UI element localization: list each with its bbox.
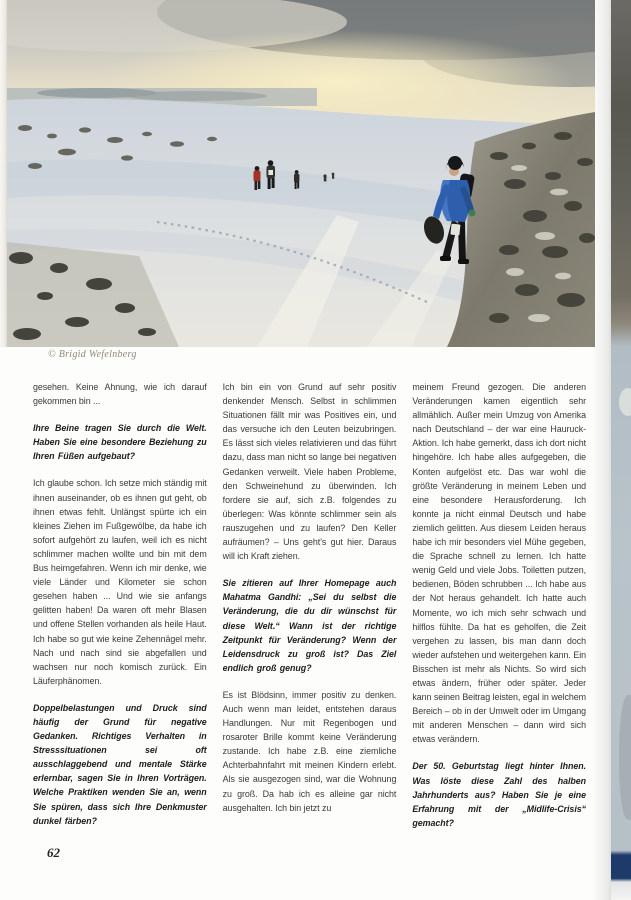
next-page-photo-hint	[619, 695, 631, 820]
next-page-logo-hint	[619, 388, 631, 416]
next-page-edge	[611, 0, 631, 900]
interview-answer: Es ist Blödsinn, immer positiv zu denken. Auch wenn man leidet, entstehen daraus Handlungen. Nur mit Regenbogen und rosaroter Brille kommt keine Veränderung zustande. Ich habe z.B. eine ziemliche Achterbahnfahrt mit meinen Kindern erlebt. Als sie ausgezogen sind, war die Wohnung zu groß. Da hab ich es alleine gar nicht ausgehalten. Ich bin jetzt zu	[222, 689, 397, 813]
article-column-1	[33, 380, 207, 876]
interview-question: Der 50. Geburtstag liegt hinter Ihnen. Was löste diese Zahl des halben Jahrhunderts aus? Haben Sie je eine Erfahrung mit der „Midlife-Crisis“ gemacht?	[412, 761, 586, 828]
article-column-3	[412, 380, 586, 876]
interview-answer: meinem Freund gezogen. Die anderen Veränderungen kamen eigentlich sehr allmählich. Außer mein Umzug von Amerika nach Deutschland – der war eine Hauruck-Aktion. Ich habe gemerkt, dass ich dort nicht hingehöre. Ich habe alles aufgegeben, die Konten aufgelöst etc. Das war wohl die größte Veränderung in meinem Leben und eine besondere Herausforderung. Ich konnte ja nicht einmal Deutsch und habe ziemlich gelitten. Aus diesem Leiden heraus habe ich mir besonders viel Mühe gegeben, die Sprache schnell zu lernen. Ich hatte wenig Geld und viele Jobs. Toiletten putzen, bedienen, Böden schrubben ... Ich habe aus der Not heraus gehandelt. Ich hatte auch Momente, wo ich mich sehr schwach und hilflos fühlte. Da hat es geholfen, die Zeit vergehen zu lassen, bis man dann doch wieder aufstehen und weitergehen kann. Ein Bisschen ist mehr als Nichts. So wird sich etwas ändern, früher oder später. Jeder kann seinen Beitrag leisten, egal in welchem Bereich – ob in der Umwelt oder im Umgang mit anderen Menschen – dann wird sich etwas verändern.	[412, 382, 586, 745]
interview-question: Ihre Beine tragen Sie durch die Welt. Haben Sie eine besondere Beziehung zu Ihren Füßen aufgebaut?	[33, 423, 207, 462]
article-columns	[33, 380, 586, 876]
interview-answer: Ich glaube schon. Ich setze mich ständig mit ihnen auseinander, ob es ihnen gut geht, ob ihnen etwas fehlt. Unlängst spürte ich ein kleines Ziehen im Fußgewölbe, da habe ich sofort aufgehört zu laufen, weil ich es nicht schlimmer machen wollte und bin mit dem Bus heimgefahren. Wenn ich mir denke, wie viele Länder und Kilometer sie schon gesehen haben ... Und wie sie anfangs gelitten haben! Da waren oft mehr Blasen und offene Stellen vorhanden als heile Haut. Ich habe so gut wie keine Zehennägel mehr. Nach und nach sind sie abgefallen und wachsen nur noch komisch zurück. Ein Läuferphänomen.	[33, 478, 207, 686]
hero-photo	[7, 0, 595, 347]
page-left-edge	[0, 0, 7, 347]
photo-credit: © Brigid Wefelnberg	[48, 349, 137, 360]
interview-answer: gesehen. Keine Ahnung, wie ich darauf gekommen bin ...	[33, 382, 207, 407]
article-column-2	[223, 380, 397, 876]
page-number: 62	[47, 845, 60, 860]
interview-question: Doppelbelastungen und Druck sind häufig der Grund für negative Gedanken. Richtiges Verhalten in Stresssituationen sei oft ausschlaggebend und mentale Stärke erlernbar, sagen Sie in Ihren Vorträgen. Welche Praktiken wenden Sie an, wenn Sie spüren, dass sich Ihre Denkmuster dunkel färben?	[33, 702, 207, 826]
page-gutter-shadow	[592, 0, 611, 900]
interview-question: Sie zitieren auf Ihrer Homepage auch Mahatma Gandhi: „Sei du selbst die Veränderung, die du dir wünschst für diese Welt.“ Wann ist der richtige Zeitpunkt für Veränderung? Wenn der Leidensdruck zu groß ist? Das Ziel endlich groß genug?	[222, 578, 397, 673]
interview-answer: Ich bin ein von Grund auf sehr positiv denkender Mensch. Selbst in schlimmen Situationen fällt mir was Positives ein, und das versuche ich den Leuten beizubringen. Es lässt sich vieles relativieren und das führt dazu, dass man nicht so lange bei negativen Gedanken verweilt. Viele haben Probleme, den Schweinehund zu überwinden. Ich fordere sie auf, sich z.B. folgendes zu überlegen: Was könnte schlimmer sein als rauszugehen und zu laufen? Den Keller aufräumen? – Uns geht's gut hier. Daraus will ich Kraft ziehen.	[222, 382, 397, 562]
photo-fog-bank	[127, 91, 267, 101]
